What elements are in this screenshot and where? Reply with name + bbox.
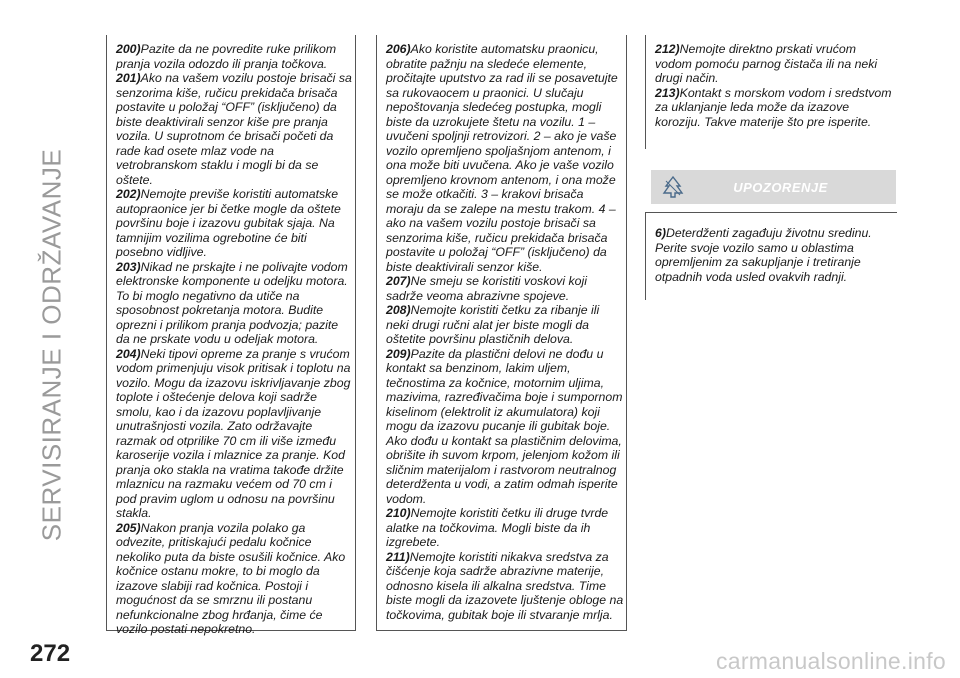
warning-header bbox=[651, 170, 896, 204]
note-211: 211)Nemojte koristiti nikakva sredstva za čišćenje koja sadrže abrazivne materije, odnosno kisela ili alkalna sredstva. Time biste mogli da izazovete ljuštenje obloge na točkovima, gubitak boje ili stvaranje mrlja. bbox=[386, 549, 624, 622]
footer-watermark: carmanualsonline.info bbox=[715, 648, 946, 674]
note-203: 203)Nikad ne prskajte i ne polivajte vodom elektronske komponente u odeljku motora. To bi moglo negativno da utiče na sposobnost pokretanja motora. Budite oprezni i prilikom pranja podvozja; pazite da ne prskate vodu u odeljak motora. bbox=[116, 259, 348, 346]
warning-note-6: 6)Deterdženti zagađuju životnu sredinu. Perite svoje vozilo samo u oblastima opremljenim za sakupljanje i tretiranje otpadnih voda usled ovakvih radnji. bbox=[655, 226, 872, 284]
page-number: 272 bbox=[30, 640, 71, 667]
column-1 bbox=[106, 35, 356, 636]
note-207: 207)Ne smeju se koristiti voskovi koji sadrže veoma abrazivne spojeve. bbox=[386, 274, 587, 303]
note-201: 201)Ako na vašem vozilu postoje brisači sa senzorima kiše, ručicu prekidača brisača postavite u položaj “OFF” (isključeno) da biste deaktivirali senzor kiše pre pranja vozila. U suprotnom će brisači početi da rade kad osete mlaz vode na vetrobranskom staklu i mogli bi da se oštete. bbox=[116, 71, 352, 187]
note-209: 209)Pazite da plastični delovi ne dođu u kontakt sa benzinom, lakim uljem, tečnostima za kočnice, motornim uljima, mazivima, razređivačima boje i sumpornom kiselinom (elektrolit iz akumulatora) koji mogu da izazovu pucanje ili gubitak boje. Ako dođu u kontakt sa plastičnim delovima, obrišite ih suvom krpom, jelenjom kožom ili sličnim materijalom i rastvorom neutralnog deterdženta u vodi, a zatim odmah isperite vodom. bbox=[386, 346, 623, 506]
note-208: 208)Nemojte koristiti četku za ribanje ili neki drugi ručni alat jer biste mogli da oštetite površinu plastičnih delova. bbox=[386, 303, 600, 346]
note-206: 206)Ako koristite automatsku praonicu, obratite pažnju na sledeće elemente, pročitajte uputstvo za rad ili se posavetujte sa rukovaocem u praonici. U slučaju nepoštovanja sledećeg postupka, mogli biste da uzrokujete štetu na vozilu. 1 – uvučeni spoljnji retrovizori. 2 – ako je vaše vozilo opremljeno spoljašnjom antenom, i ona može biti uvučena. Ako je vaše vozilo opremljeno krovnom antenom, i ona može se može otkačiti. 3 – krakovi brisača moraju da se zalepe na mestu trakom. 4 – ako na vašem vozilu postoje brisači sa senzorima kiše, ručicu prekidača brisača postavite u položaj “OFF” (isključeno) da biste deaktivirali senzor kiše. bbox=[386, 42, 618, 274]
note-213: 213)Kontakt s morskom vodom i sredstvom za uklanjanje leda može da izazove koroziju. Takve materije što pre isperite. bbox=[655, 85, 892, 129]
note-200: 200)Pazite da ne povredite ruke prilikom pranja vozila odozdo ili pranja točkova. bbox=[116, 42, 337, 71]
section-side-title: SERVISIRANJE I ODRŽAVANJE bbox=[36, 148, 67, 542]
tree-icon bbox=[661, 174, 685, 200]
note-210: 210)Nemojte koristiti četku ili druge tvrde alatke na točkovima. Mogli biste da ih izgrebete. bbox=[386, 506, 609, 549]
note-205: 205)Nakon pranja vozila polako ga odvezite, pritiskajući pedalu kočnice nekoliko puta da biste osušili kočnice. Ako kočnice ostanu mokre, to bi moglo da izazove slabiji rad kočnica. Postoji i mogućnost da se smrznu ili postanu nefunkcionalne zbog hrđanja, čime će vozilo postati nepokretno. bbox=[116, 520, 346, 636]
note-202: 202)Nemojte previše koristiti automatske autopraonice jer bi četke mogle da oštete površinu boje i izazovu gubitak sjaja. Na tamnijim vozilima ogrebotine će biti posebno vidljive. bbox=[116, 187, 341, 259]
warning-title: UPOZORENJE bbox=[733, 179, 828, 195]
note-204: 204)Neki tipovi opreme za pranje s vrućom vodom primenjuju visok pritisak i toplotu na vozilo. Mogu da izazovu iskrivljavanje zbog toplote i oštećenje delova koji sadrže smolu, kao i da izazovu poplavljivanje unutrašnjosti vozila. Zato održavajte razmak od otprilike 70 cm ili više između karoserije vozila i mlaznice za pranje. Kod pranja oko stakla na vratima takođe držite mlaznicu na razmaku većem od 70 cm i pod pravim uglom u odnosu na površinu stakla. bbox=[116, 346, 351, 520]
column-3 bbox=[645, 35, 897, 149]
note-212: 212)Nemojte direktno prskati vrućom vodom pomoću parnog čistača ili na neki drugi način. bbox=[655, 42, 878, 85]
warning-body bbox=[645, 212, 897, 300]
column-2 bbox=[376, 35, 627, 631]
